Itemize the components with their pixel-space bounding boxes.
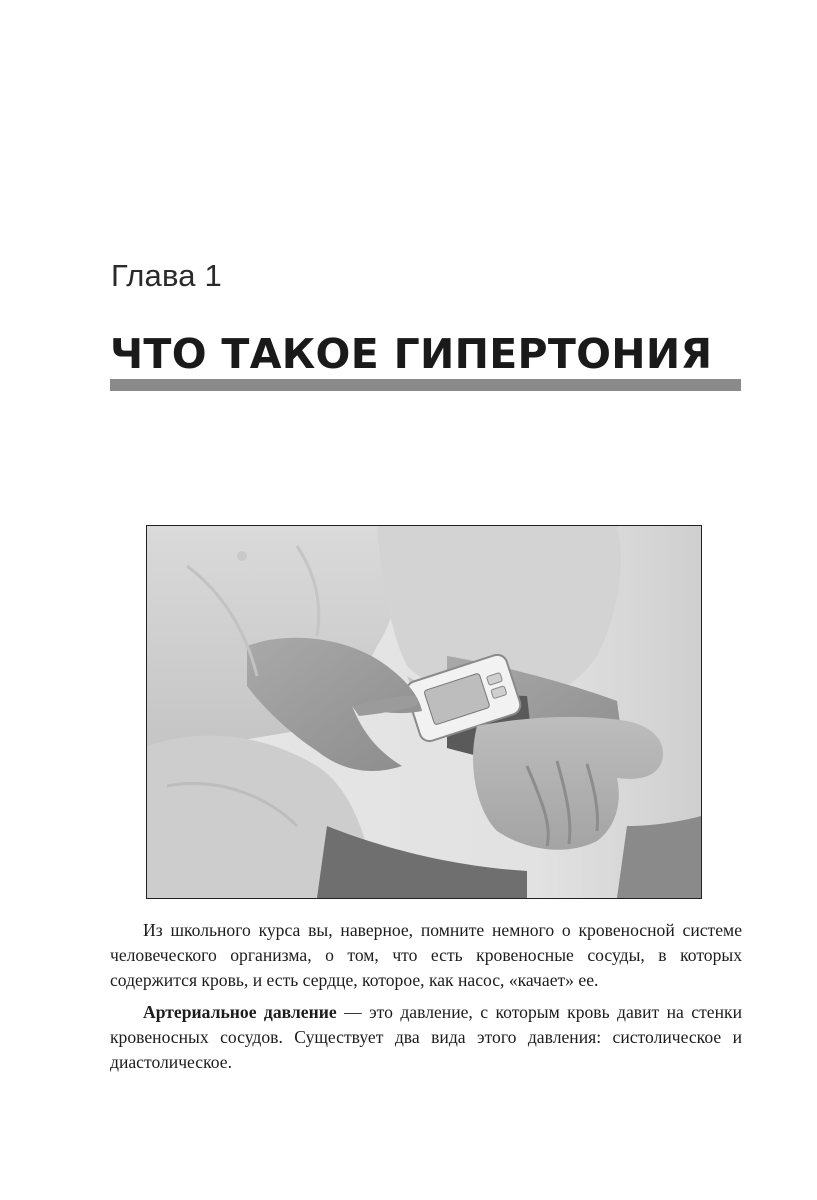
paragraph-text: — это давление, с которым кровь давит на стенки кровеносных сосудов. Существует два вида этого давления: систолическое и диастолическое. xyxy=(110,1002,742,1072)
paragraph xyxy=(110,1000,742,1075)
paragraph-text: Из школьного курса вы, наверное, помните немного о кровеносной системе человеческого организма, о том, что есть кровеносные сосуды, в которых содержится кровь, и есть сердце, которое, как насос, «качает» ее. xyxy=(110,920,742,990)
chapter-label: Глава 1 xyxy=(111,258,222,293)
title-underline xyxy=(110,379,741,391)
wrist-blood-pressure-monitor-photo xyxy=(146,525,702,899)
paragraph-term: Артериальное давление xyxy=(143,1002,337,1022)
chapter-title: ЧТО ТАКОЕ ГИПЕРТОНИЯ xyxy=(110,330,713,378)
body-text xyxy=(110,918,742,1075)
paragraph xyxy=(110,918,742,993)
